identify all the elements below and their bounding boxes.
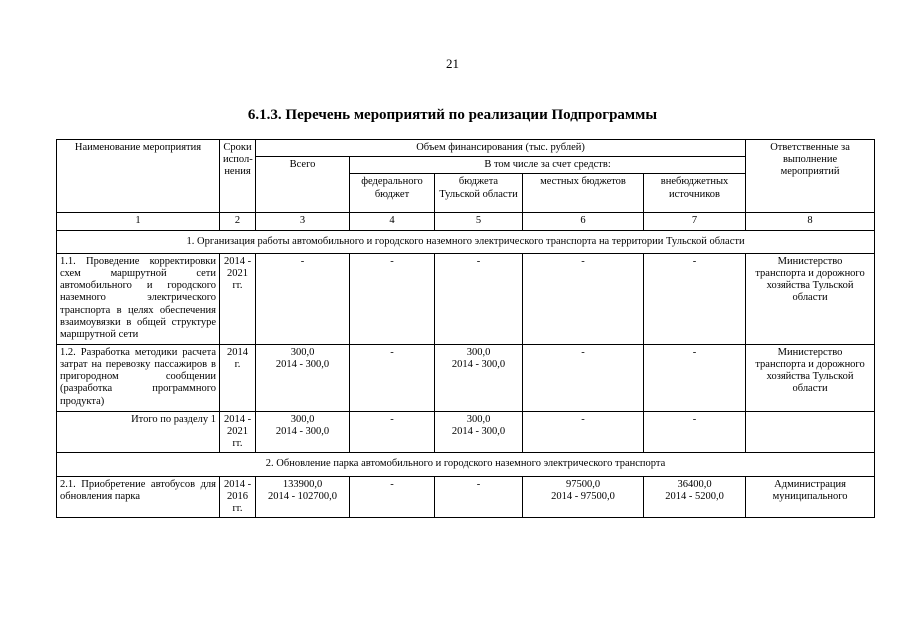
subtotal-federal: - [350, 411, 435, 453]
section-1-title: 1. Организация работы автомобильного и городского наземного электрического транспорта на территории Тульской области [57, 230, 875, 253]
row-total: 300,0 2014 - 300,0 [256, 344, 350, 411]
subtotal-row [57, 411, 875, 453]
subtotal-label: Итого по разделу 1 [57, 411, 220, 453]
table-row [57, 253, 875, 344]
subtotal-responsible [746, 411, 875, 453]
row-regional: - [435, 476, 523, 518]
subtotal-regional: 300,0 2014 - 300,0 [435, 411, 523, 453]
row-extra: - [644, 253, 746, 344]
row-responsible: Министерство транспорта и дорожного хозяйства Тульской области [746, 253, 875, 344]
section-2-title: 2. Обновление парка автомобильного и городского наземного электрического транспорта [57, 453, 875, 476]
measures-table [56, 139, 875, 518]
row-regional: 300,0 2014 - 300,0 [435, 344, 523, 411]
header-total: Всего [256, 157, 350, 213]
row-local: - [523, 253, 644, 344]
row-federal: - [350, 344, 435, 411]
row-name: 1.2. Разработка методики расчета затрат на перевозку пассажиров в пригородном сообщении (разработка программного продукта) [57, 344, 220, 411]
column-number: 6 [523, 213, 644, 230]
section-row [57, 230, 875, 253]
row-regional: - [435, 253, 523, 344]
row-terms: 2014 г. [220, 344, 256, 411]
header-including: В том числе за счет средств: [350, 157, 746, 174]
header-federal: федерального бюджет [350, 174, 435, 213]
column-number: 1 [57, 213, 220, 230]
row-responsible: Министерство транспорта и дорожного хозяйства Тульской области [746, 344, 875, 411]
table-row [57, 344, 875, 411]
table-row [57, 476, 875, 518]
column-number: 2 [220, 213, 256, 230]
column-number: 7 [644, 213, 746, 230]
subtotal-terms: 2014 - 2021 гг. [220, 411, 256, 453]
row-name: 1.1. Проведение корректировки схем маршрутной сети автомобильного и городского наземного электрического транспорта в целях обеспечения взаимоувязки в общей структуре маршрутной сети [57, 253, 220, 344]
header-row-1 [57, 140, 875, 157]
row-federal: - [350, 253, 435, 344]
row-extra: - [644, 344, 746, 411]
column-number: 8 [746, 213, 875, 230]
subtotal-total: 300,0 2014 - 300,0 [256, 411, 350, 453]
column-number: 4 [350, 213, 435, 230]
row-total: - [256, 253, 350, 344]
header-responsible: Ответственные за выполнение мероприятий [746, 140, 875, 213]
header-extrabudget: внебюджетных источников [644, 174, 746, 213]
row-terms: 2014 - 2021 гг. [220, 253, 256, 344]
row-local: 97500,0 2014 - 97500,0 [523, 476, 644, 518]
row-local: - [523, 344, 644, 411]
page-title: 6.1.3. Перечень мероприятий по реализации Подпрограммы [247, 107, 658, 123]
header-name: Наименование мероприятия [57, 140, 220, 213]
subtotal-local: - [523, 411, 644, 453]
row-federal: - [350, 476, 435, 518]
row-name: 2.1. Приобретение автобусов для обновления парка [57, 476, 220, 518]
column-number-row [57, 213, 875, 230]
row-total: 133900,0 2014 - 102700,0 [256, 476, 350, 518]
section-row [57, 453, 875, 476]
header-terms: Сроки испол- нения [220, 140, 256, 213]
subtotal-extra: - [644, 411, 746, 453]
header-local: местных бюджетов [523, 174, 644, 213]
row-extra: 36400,0 2014 - 5200,0 [644, 476, 746, 518]
header-financing: Объем финансирования (тыс. рублей) [256, 140, 746, 157]
column-number: 5 [435, 213, 523, 230]
row-terms: 2014 - 2016 гг. [220, 476, 256, 518]
header-regional: бюджета Тульской области [435, 174, 523, 213]
page-number: 21 [446, 56, 459, 71]
column-number: 3 [256, 213, 350, 230]
row-responsible: Администрация муниципального [746, 476, 875, 518]
